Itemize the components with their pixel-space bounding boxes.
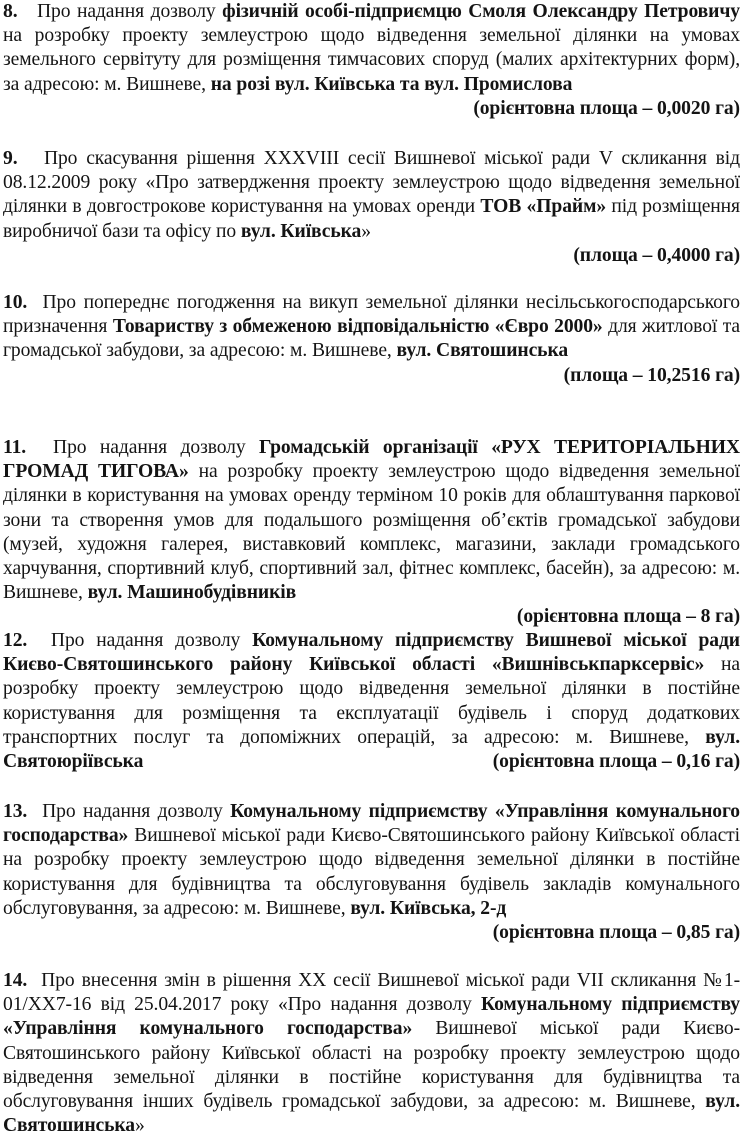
item-area: (орієнтовна площа – 0,85 га) (492, 922, 740, 944)
item-text: під розміщення виробничої бази та офісу по (3, 196, 740, 242)
item-area: (орієнтовна площа – 8 га) (516, 606, 740, 628)
decision-item-10 (3, 291, 740, 388)
decision-item-8 (3, 0, 740, 121)
item-number: 11. (3, 437, 27, 458)
item-location: вул. Святошинська (396, 340, 569, 362)
item-number: 13. (3, 801, 28, 822)
item-text: Про попереднє погодження на викуп земельної ділянки несільськогосподарського призначення (3, 292, 740, 338)
item-recipient: Товариству з обмеженою відповідальністю «Євро 2000» (112, 316, 603, 338)
item-location: вул. Київська, 2-д (350, 897, 507, 919)
item-text: Про надання дозволу (50, 630, 253, 651)
item-location: на розі вул. Київська та вул. Промислова (210, 73, 573, 95)
item-text: Про скасування рішення XXXVIII сесії Вишневої міської ради V скликання від 08.12.2009 року «Про затвердження проекту землеустрою щодо відведення земельної ділянки в довгострокове користування на умовах оренди (3, 148, 740, 218)
item-text: Про надання дозволу (42, 801, 231, 822)
decision-item-13 (3, 800, 740, 945)
item-area: (орієнтовна площа – 0,0020 га) (473, 97, 740, 119)
item-area: (площа – 10,2516 га) (563, 364, 740, 386)
item-text: » (135, 1115, 145, 1137)
item-text: Вишневої міської ради Києво-Святошинського району Київської області на розробку проекту землеустрою щодо відведення земельної ділянки в постійне користування для будівництва та обслуговування будівель закладів комунального обслуговування, за адресою: м. Вишневе, (3, 825, 740, 919)
item-number: 12. (3, 630, 28, 651)
item-recipient: фізичній особі-підприємцю Смоля Олександру Петровичу (222, 1, 740, 22)
item-text: Вишневої міської ради Києво-Святошинського району Київської області на розробку проекту землеустрою щодо відведення земельної ділянки в постійне користування для будівництва та обслуговування інших будівель громадської забудови, за адресою: м. Вишневе, (3, 1018, 740, 1113)
decision-item-11 (3, 436, 740, 630)
item-number: 9. (3, 148, 18, 169)
item-location: вул. Машинобудівників (87, 582, 297, 604)
item-text: на розробку проекту землеустрою щодо відведення земельної ділянки на умовах земельного сервітуту для розміщення тимчасових споруд (малих архітектурних форм), за адресою: м. Вишневе, (3, 25, 740, 95)
item-recipient: Комунальному підприємству «Управління комунального господарства» (3, 801, 740, 847)
item-number: 10. (3, 292, 28, 313)
decision-item-14 (3, 969, 740, 1138)
item-text: на розробку проекту землеустрою щодо відведення земельної ділянки в користування на умовах оренду терміном 10 років для облаштування паркової зони та створення умов для подальшого розміщення об’єктів громадської забудови (музей, художня галерея, виставковий комплекс, магазини, заклади громадського харчування, спортивний клуб, спортивний зал, фітнес комплекс, басейн), за адресою: м. Вишневе, (3, 461, 741, 604)
item-number: 14. (3, 970, 28, 991)
item-text: Про надання дозволу (53, 437, 259, 458)
item-text: Про надання дозволу (37, 1, 223, 22)
item-recipient: Комунальному підприємству Вишневої міської ради Києво-Святошинського району Київської області «Вишнівськпарксервіс» (3, 630, 740, 676)
item-text: для житлової та громадської забудови, за адресою: м. Вишневе, (3, 316, 741, 362)
item-area: (площа – 0,4000 га) (573, 244, 740, 266)
item-recipient: ТОВ «Прайм» (480, 196, 607, 218)
item-location: вул. Святошинська (3, 1091, 740, 1137)
item-area: (орієнтовна площа – 0,16 га) (492, 751, 740, 773)
item-location: вул. Київська (240, 220, 362, 242)
item-recipient: Комунальному підприємству «Управління комунального господарства» (3, 994, 740, 1040)
decision-item-12 (3, 629, 740, 774)
item-text: на розробку проекту землеустрою щодо відведення земельної ділянки в постійне користування для розміщення та експлуатації будівель і споруд додаткових транспортних послуг та допоміжних операцій, за адресою: м. Вишневе, (3, 654, 740, 748)
item-recipient: Громадській організації «РУХ ТЕРИТОРІАЛЬНИХ ГРОМАД ТИГОВА» (3, 437, 740, 483)
item-location: вул. Святоюріївська (3, 726, 740, 773)
item-number: 8. (3, 1, 18, 22)
item-text: » (361, 220, 371, 242)
item-text: Про внесення змін в рішення XX сесії Вишневої міської ради VII скликання №1-01/XX7-16 від 25.04.2017 року «Про надання дозволу (3, 970, 740, 1016)
decision-item-9 (3, 147, 740, 268)
